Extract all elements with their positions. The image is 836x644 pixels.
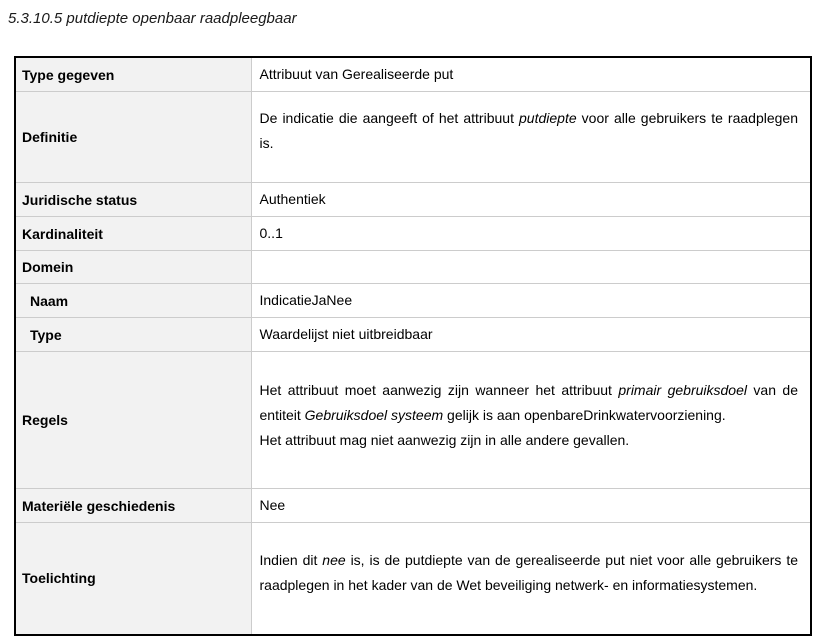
table-row <box>15 352 811 489</box>
table-row <box>15 523 811 635</box>
table-row <box>15 251 811 284</box>
table-row <box>15 92 811 183</box>
table-row <box>15 489 811 523</box>
row-label: Materiële geschiedenis <box>15 489 251 523</box>
row-value <box>251 523 811 635</box>
table-row <box>15 57 811 92</box>
table-row <box>15 217 811 251</box>
row-value <box>251 57 811 92</box>
row-label: Toelichting <box>15 523 251 635</box>
row-value <box>251 489 811 523</box>
row-label: Naam <box>15 284 251 318</box>
row-label: Definitie <box>15 92 251 183</box>
table-row <box>15 284 811 318</box>
attribute-table-body <box>15 57 811 635</box>
value-paragraph: Attribuut van Gerealiseerde put <box>259 66 454 82</box>
row-label: Juridische status <box>15 183 251 217</box>
row-value <box>251 318 811 352</box>
row-value <box>251 284 811 318</box>
row-label: Regels <box>15 352 251 489</box>
value-paragraph: Waardelijst niet uitbreidbaar <box>259 326 433 342</box>
row-value <box>251 183 811 217</box>
row-value <box>251 92 811 183</box>
row-label: Domein <box>15 251 251 284</box>
row-value <box>251 251 811 284</box>
value-paragraph: Het attribuut moet aanwezig zijn wanneer het attribuut primair gebruiksdoel van de entiteit Gebruiksdoel systeem gelijk is aan openbareDrinkwatervoorziening. <box>259 381 798 423</box>
row-value <box>251 217 811 251</box>
value-paragraph: Nee <box>259 497 286 513</box>
value-paragraph: Indien dit nee is, is de putdiepte van de gerealiseerde put niet voor alle gebruikers te raadplegen in het kader van de Wet beveiliging netwerk- en informatiesystemen. <box>259 552 798 594</box>
attribute-definition-table <box>14 56 812 636</box>
row-label: Type <box>15 318 251 352</box>
row-value <box>251 352 811 489</box>
section-heading: 5.3.10.5 putdiepte openbaar raadpleegbaar <box>8 10 297 27</box>
value-paragraph: Het attribuut mag niet aanwezig zijn in alle andere gevallen. <box>259 431 630 448</box>
value-paragraph: De indicatie die aangeeft of het attribuut putdiepte voor alle gebruikers te raadplegen is. <box>259 110 798 151</box>
table-row <box>15 318 811 352</box>
value-paragraph: 0..1 <box>259 225 283 241</box>
row-label: Kardinaliteit <box>15 217 251 251</box>
table-row <box>15 183 811 217</box>
value-paragraph: Authentiek <box>259 191 326 207</box>
value-paragraph: IndicatieJaNee <box>259 292 353 308</box>
row-label: Type gegeven <box>15 57 251 92</box>
